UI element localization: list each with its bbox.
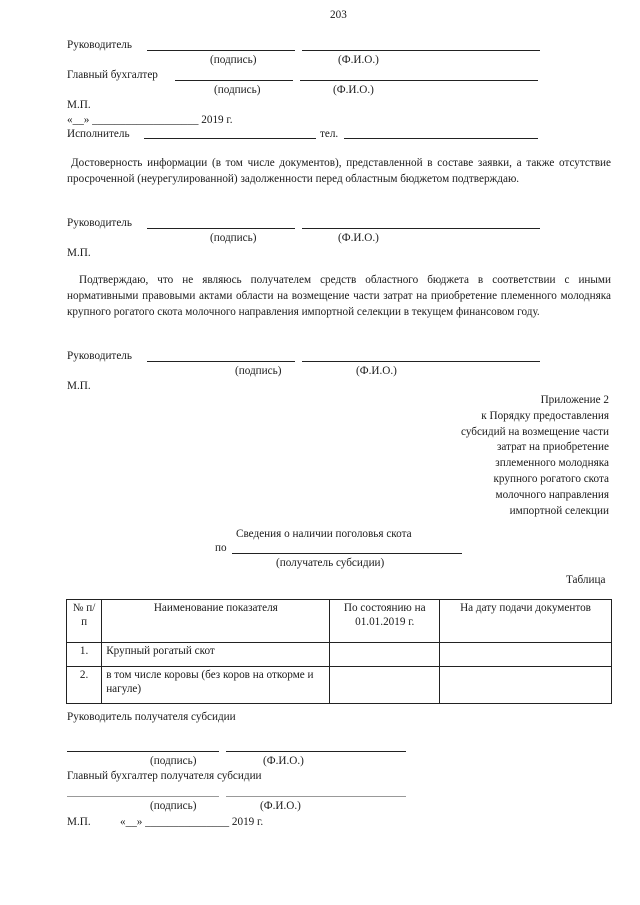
- appendix-line: импортной селекции: [509, 504, 609, 517]
- page-number: 203: [330, 9, 347, 21]
- appendix-line: Приложение 2: [540, 394, 609, 406]
- header-num: № п/п: [67, 600, 102, 643]
- recipient-chief-signature-line: [67, 796, 219, 797]
- sign-caption: (подпись): [210, 54, 257, 66]
- sign-caption-6: (подпись): [150, 800, 197, 812]
- appendix-line: затрат на приобретение: [496, 441, 609, 454]
- by-label: по: [215, 542, 227, 554]
- stamp-mark: М.П.: [67, 99, 91, 111]
- recipient-chief-name-line: [226, 796, 406, 797]
- recipient-chief-label: Главный бухгалтер получателя субсидии: [67, 770, 262, 782]
- date-line: «__» ___________________ 2019 г.: [67, 114, 233, 126]
- sign-caption-2: (подпись): [214, 84, 261, 96]
- row-v1: [330, 643, 440, 667]
- header-v1: По состоянию на 01.01.2019 г.: [330, 600, 440, 643]
- appendix-line: к Порядку предоставления: [481, 409, 609, 422]
- recipient-date: «__» _______________ 2019 г.: [120, 816, 264, 828]
- confirmation-paragraph: Подтверждаю, что не являюсь получателем средств областного бюджета в соответствии с иными нормативными правовыми актами области на возмещение части затрат на приобретение племенного молодняка крупного рогатого скота молочного направления импортной селекции в текущем финансовом году.: [67, 274, 611, 318]
- sign-caption-5: (подпись): [150, 755, 197, 767]
- row-name: в том числе коровы (без коров на откорме и нагуле): [102, 667, 330, 704]
- stamp-mark-2: М.П.: [67, 247, 91, 259]
- phone-line: [344, 138, 538, 139]
- table-row: [67, 667, 612, 704]
- name-caption-5: (Ф.И.О.): [263, 755, 304, 767]
- appendix-line: субсидий на возмещение части: [461, 425, 609, 438]
- stamp-mark-4: М.П.: [67, 816, 91, 828]
- name-caption-2: (Ф.И.О.): [333, 84, 374, 96]
- chief-signature-line: [175, 80, 293, 81]
- phone-label: тел.: [320, 128, 339, 140]
- recipient-head-label: Руководитель получателя субсидии: [67, 711, 236, 723]
- head-label-2: Руководитель: [67, 217, 132, 229]
- head-name-line: [302, 50, 540, 51]
- recipient-head-name-line: [226, 751, 406, 752]
- table-row: [67, 643, 612, 667]
- header-v2: На дату подачи документов: [440, 600, 612, 643]
- appendix-line: крупного рогатого скота: [493, 472, 609, 485]
- header-name: Наименование показателя: [102, 600, 330, 643]
- head-label: Руководитель: [67, 39, 132, 51]
- appendix-line: молочного направления: [495, 488, 609, 501]
- executor-line: [144, 138, 316, 139]
- head-name-line-3: [302, 361, 540, 362]
- head-signature-line-3: [147, 361, 295, 362]
- row-num: 1.: [67, 643, 102, 667]
- sign-caption-3: (подпись): [210, 232, 257, 244]
- table-header-row: [67, 600, 612, 643]
- reliability-paragraph: Достоверность информации (в том числе документов), представленной в составе заявки, а также отсутствие просроченной (неурегулированной) задолженности перед областным бюджетом подтверждаю.: [67, 157, 611, 185]
- name-caption-6: (Ф.И.О.): [260, 800, 301, 812]
- head-label-3: Руководитель: [67, 350, 132, 362]
- row-v2: [440, 667, 612, 704]
- name-caption-4: (Ф.И.О.): [356, 365, 397, 377]
- head-signature-line-2: [147, 228, 295, 229]
- appendix-header: [461, 393, 609, 519]
- livestock-table: [66, 599, 612, 704]
- chief-accountant-label: Главный бухгалтер: [67, 69, 158, 81]
- row-v2: [440, 643, 612, 667]
- chief-name-line: [300, 80, 538, 81]
- form-title: Сведения о наличии поголовья скота: [236, 528, 412, 540]
- name-caption-3: (Ф.И.О.): [338, 232, 379, 244]
- executor-label: Исполнитель: [67, 128, 130, 140]
- row-v1: [330, 667, 440, 704]
- appendix-line: зплеменного молодняка: [495, 457, 609, 470]
- name-caption: (Ф.И.О.): [338, 54, 379, 66]
- table-label: Таблица: [566, 574, 606, 586]
- row-name: Крупный рогатый скот: [102, 643, 330, 667]
- head-signature-line: [147, 50, 295, 51]
- recipient-head-signature-line: [67, 751, 219, 752]
- row-num: 2.: [67, 667, 102, 704]
- stamp-mark-3: М.П.: [67, 380, 91, 392]
- recipient-line: [232, 553, 462, 554]
- head-name-line-2: [302, 228, 540, 229]
- recipient-caption: (получатель субсидии): [276, 557, 385, 569]
- sign-caption-4: (подпись): [235, 365, 282, 377]
